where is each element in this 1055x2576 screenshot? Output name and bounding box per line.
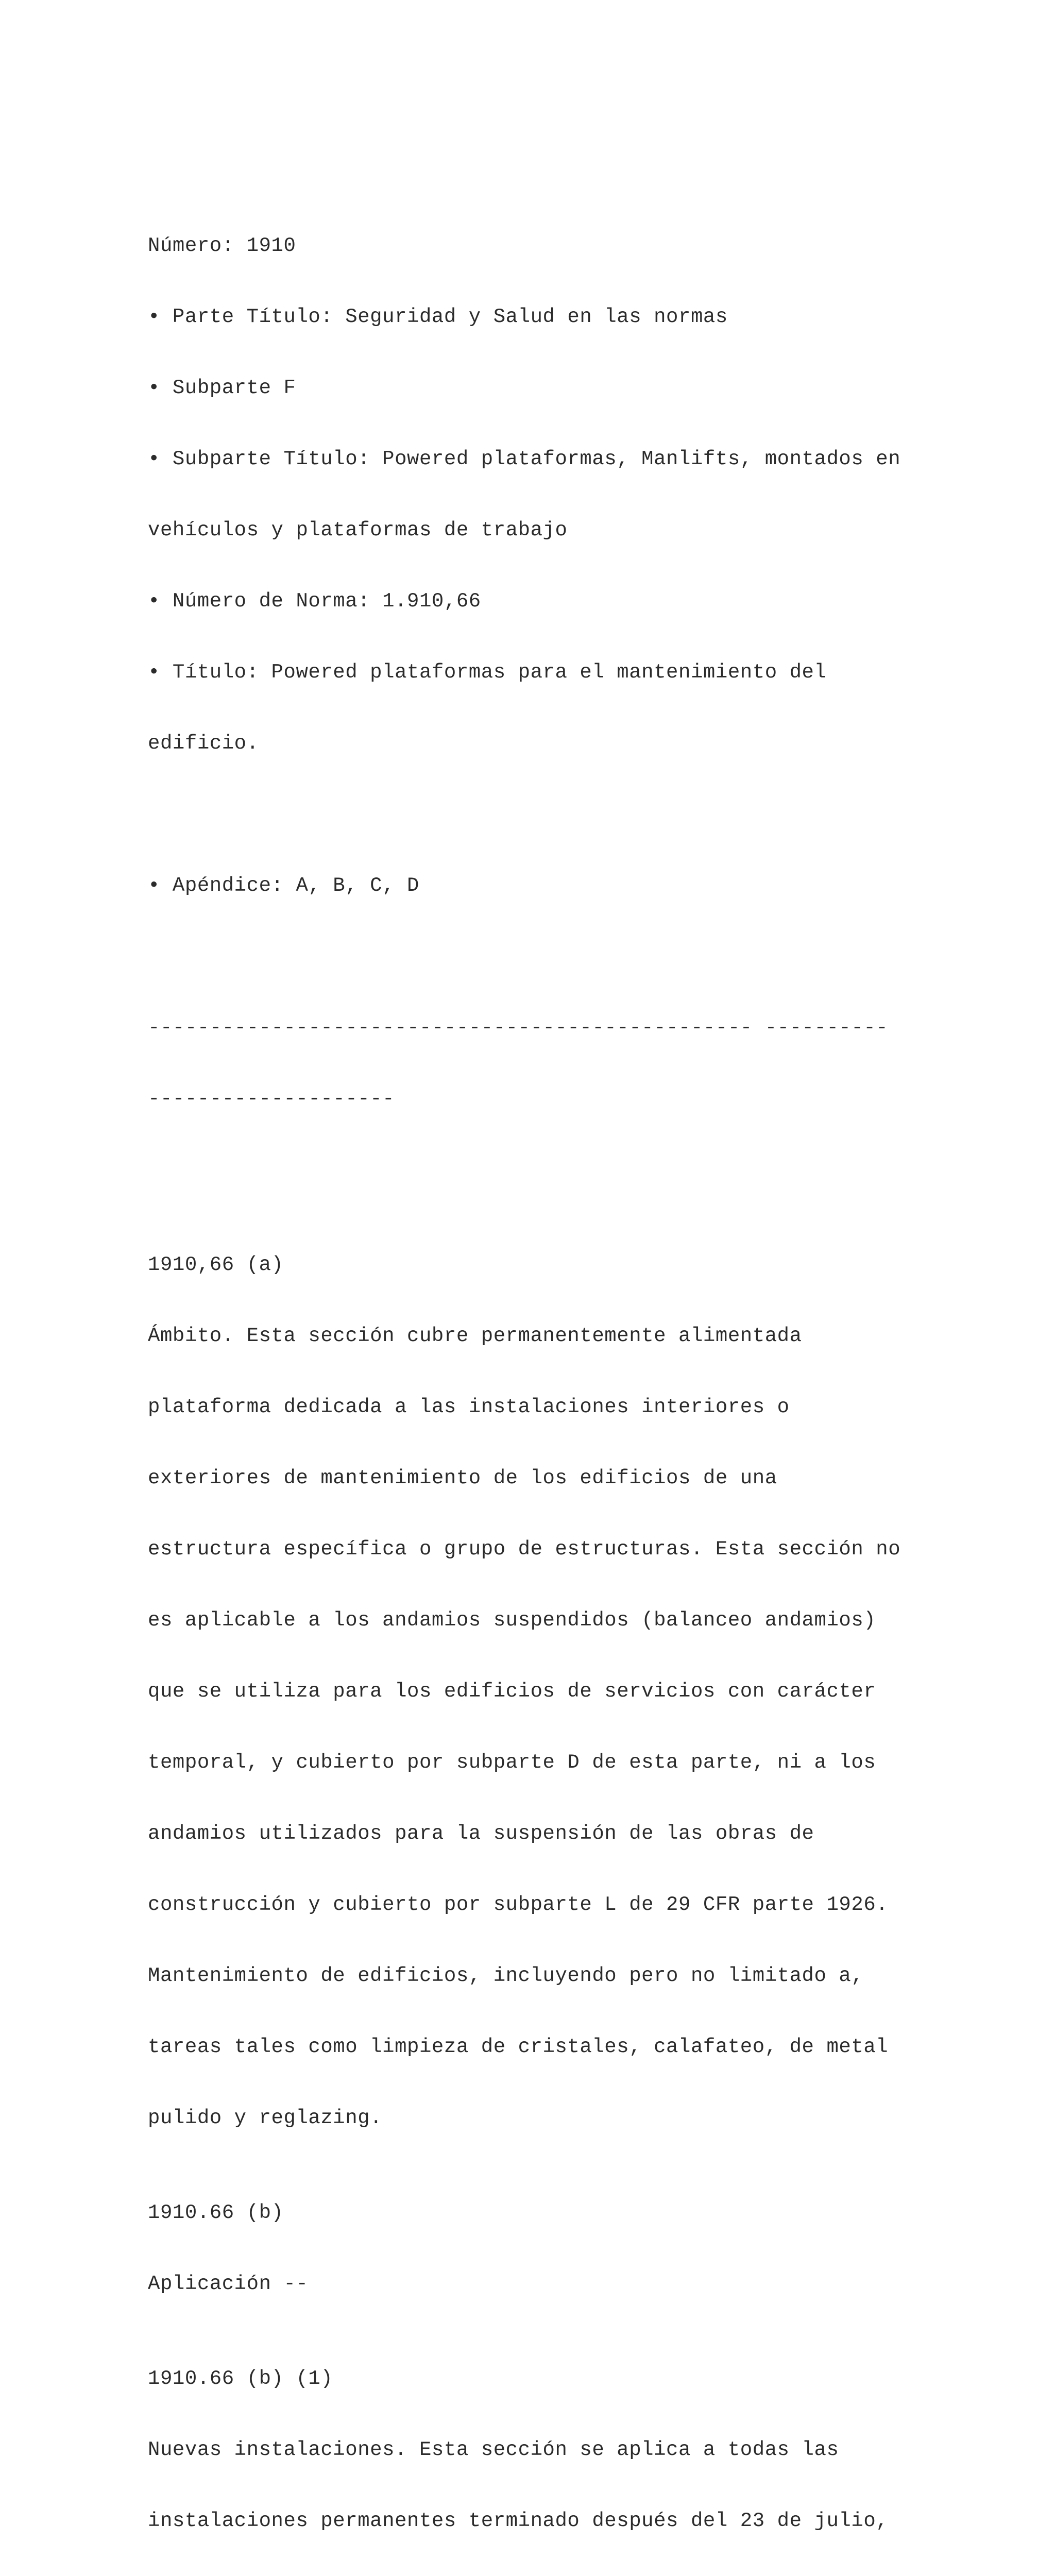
blank-line: [148, 1158, 921, 1182]
section-a-text: temporal, y cubierto por subparte D de esta parte, ni a los: [148, 1751, 876, 1774]
part-title-item: • Parte Título: Seguridad y Salud en las normas: [148, 306, 728, 328]
section-b1-text: instalaciones permanentes terminado después del 23 de julio,: [148, 2510, 889, 2532]
section-a-text: pulido y reglazing.: [148, 2107, 383, 2129]
section-a-text: exteriores de mantenimiento de los edificios de una: [148, 1467, 777, 1489]
section-b1-reference: 1910.66 (b) (1): [148, 2367, 333, 2390]
standard-number-heading: Número: 1910: [148, 234, 296, 257]
section-b1-text: Nuevas instalaciones. Esta sección se aplica a todas las: [148, 2438, 839, 2461]
section-a-text: Mantenimiento de edificios, incluyendo pero no limitado a,: [148, 1964, 864, 1987]
document-body: [148, 187, 921, 2576]
section-a-text: estructura específica o grupo de estructuras. Esta sección no: [148, 1538, 901, 1561]
subpart-title-item-line2: vehículos y plataformas de trabajo: [148, 519, 568, 541]
title-item-line1: • Título: Powered plataformas para el mantenimiento del: [148, 661, 827, 684]
section-a-text: es aplicable a los andamios suspendidos (balanceo andamios): [148, 1609, 876, 1632]
blank-line: [148, 945, 921, 969]
divider-line1: ------------------------------------------------- ----------: [148, 1016, 889, 1039]
norm-number-item: • Número de Norma: 1.910,66: [148, 590, 481, 613]
subpart-item: • Subparte F: [148, 377, 296, 399]
section-a-text: andamios utilizados para la suspensión de las obras de: [148, 1822, 814, 1845]
divider-line2: --------------------: [148, 1088, 395, 1110]
section-a-text: Ámbito. Esta sección cubre permanentemente alimentada: [148, 1325, 802, 1347]
blank-line: [148, 803, 921, 826]
appendix-item: • Apéndice: A, B, C, D: [148, 874, 419, 897]
section-a-text: que se utiliza para los edificios de servicios con carácter: [148, 1680, 876, 1703]
section-b-text: Aplicación --: [148, 2273, 309, 2295]
section-a-text: construcción y cubierto por subparte L de 29 CFR parte 1926.: [148, 1893, 889, 1916]
section-b-reference: 1910.66 (b): [148, 2201, 284, 2224]
subpart-title-item-line1: • Subparte Título: Powered plataformas, Manlifts, montados en: [148, 448, 901, 470]
section-a-reference: 1910,66 (a): [148, 1253, 284, 1276]
section-a-text: tareas tales como limpieza de cristales, calafateo, de metal: [148, 2036, 889, 2058]
title-item-line2: edificio.: [148, 732, 259, 755]
section-a-text: plataforma dedicada a las instalaciones interiores o: [148, 1396, 790, 1418]
